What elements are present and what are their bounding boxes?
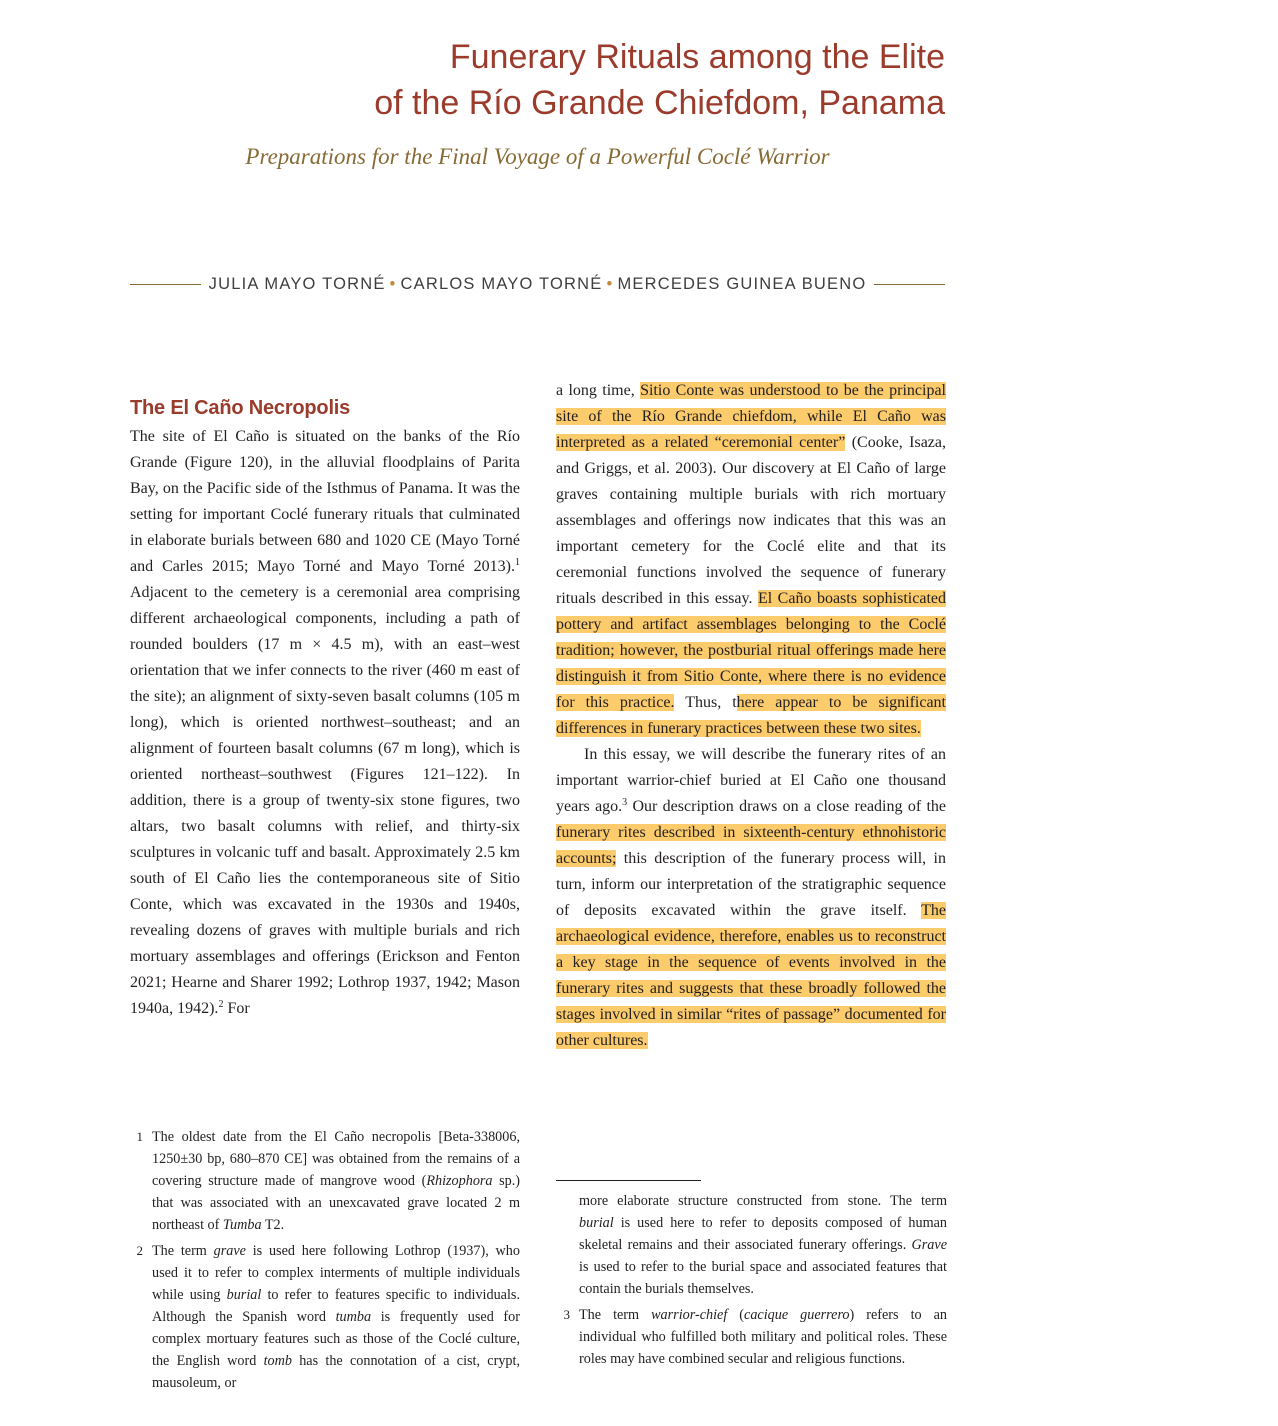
footnote-text: The oldest date from the El Caño necropolis [Beta-338006, 1250±30 bp, 680–870 CE] was obtained from the remains of a covering structure made of mangrove wood ( xyxy=(152,1129,520,1189)
body-text: (Cooke, Isaza, and Griggs, et al. 2003). Our discovery at El Caño of large graves containing multiple burials with rich mortuary assemblages and offerings now indicates that this was an important cemetery for the Coclé elite and that its ceremonial functions involved the sequence of funerary rituals described in this essay. xyxy=(556,434,946,607)
footnote-text: to refer to features specific to individuals. Although the Spanish word xyxy=(152,1287,520,1325)
footnote-number: 1 xyxy=(136,1129,143,1144)
footnotes-right xyxy=(563,1190,948,1374)
footnotes-left xyxy=(136,1126,521,1398)
footnote-1 xyxy=(136,1126,521,1236)
footnote-text: ( xyxy=(727,1307,745,1323)
footnote-text: is used here following Lothrop (1937), who used it to refer to complex interments of multiple individuals while using xyxy=(152,1243,520,1303)
footnote-text: is used to refer to the burial space and associated features that contain the burials themselves. xyxy=(579,1259,947,1297)
author-byline xyxy=(130,270,945,298)
body-text: a long time, xyxy=(556,382,641,399)
article-title xyxy=(374,34,945,126)
body-text: The site of El Caño is situated on the banks of the Río Grande (Figure 120), in the alluvial floodplains of Parita Bay, on the Pacific side of the Isthmus of Panama. It was the setting for important Coclé funerary rituals that culminated in elaborate burials between 680 and 1020 CE (Mayo Torné and Carles 2015; Mayo Torné and Mayo Torné 2013). xyxy=(130,428,520,575)
body-paragraph xyxy=(130,424,520,1022)
title-line-2: of the Río Grande Chiefdom, Panama xyxy=(374,84,945,122)
footnote-text: has the connotation of a cist, crypt, mausoleum, or xyxy=(152,1353,520,1391)
body-text: Thus, t xyxy=(674,694,737,711)
author-3: MERCEDES GUINEA BUENO xyxy=(617,274,867,293)
author-2: CARLOS MAYO TORNÉ xyxy=(400,274,603,293)
footnote-italic: cacique guerrero xyxy=(744,1307,850,1323)
highlighted-text[interactable]: funerary rites described in sixteenth-century ethnohistoric accounts; xyxy=(556,824,946,867)
footnote-text: more elaborate structure constructed from stone. The term xyxy=(579,1193,947,1209)
body-paragraph xyxy=(556,378,946,742)
footnote-text: sp.) that was associated with an unexcavated grave located 2 m northeast of xyxy=(152,1173,521,1233)
body-text: For xyxy=(223,1000,250,1017)
body-text: this description of the funerary process will, in turn, inform our interpretation of the stratigraphic sequence of deposits excavated within the grave itself. xyxy=(556,850,946,919)
body-text: In this essay, we will describe the funerary rites of an important warrior-chief buried at El Caño one thousand years ago. xyxy=(556,746,946,815)
section-heading: The El Caño Necropolis xyxy=(130,397,351,419)
author-separator: • xyxy=(606,274,614,293)
author-1: JULIA MAYO TORNÉ xyxy=(208,274,386,293)
footnote-text: The term xyxy=(152,1243,214,1259)
footnote-italic: Grave xyxy=(911,1237,947,1253)
footnote-3 xyxy=(563,1304,948,1370)
footnote-italic: burial xyxy=(226,1287,262,1303)
footnote-divider xyxy=(556,1180,701,1181)
title-line-1: Funerary Rituals among the Elite xyxy=(449,38,945,76)
footnote-italic: Rhizophora xyxy=(426,1173,493,1189)
body-column-left xyxy=(130,392,520,1022)
footnote-number: 2 xyxy=(136,1243,143,1258)
footnote-text: ) refers to an individual who fulfilled both military and political roles. These roles may have combined secular and religious functions. xyxy=(579,1307,948,1367)
footnote-text: is frequently used for complex mortuary features such as those of the Coclé culture, the English word xyxy=(152,1309,520,1369)
footnote-italic: burial xyxy=(579,1215,614,1231)
body-column-right xyxy=(556,378,946,1054)
footnote-italic: warrior-chief xyxy=(651,1307,728,1323)
article-subtitle: Preparations for the Final Voyage of a Powerful Coclé Warrior xyxy=(245,144,830,169)
footnote-italic: tumba xyxy=(335,1309,372,1325)
footnote-italic: Tumba xyxy=(222,1217,262,1233)
footnote-ref[interactable]: 3 xyxy=(622,797,628,808)
footnote-2 xyxy=(136,1240,520,1394)
highlighted-text[interactable]: Sitio Conte was understood to be the principal site of the Río Grande chiefdom, while El Caño was interpreted as a related “ceremonial center” xyxy=(556,382,947,451)
footnote-text: T2. xyxy=(261,1217,285,1233)
footnote-ref[interactable]: 2 xyxy=(218,999,224,1010)
body-paragraph xyxy=(556,742,946,1054)
author-separator: • xyxy=(389,274,397,293)
body-text: Adjacent to the cemetery is a ceremonial area comprising different archaeological components, including a path of rounded boulders (17 m × 4.5 m), with an east–west orientation that we infer connects to the river (460 m east of the site); an alignment of sixty-seven basalt columns (105 m long), which is oriented northwest–southeast; and an alignment of fourteen basalt columns (67 m long), which is oriented northeast–southwest (Figures 121–122). In addition, there is a group of twenty-six stone figures, two altars, two basalt columns with relief, and thirty-six sculptures in volcanic tuff and basalt. Approximately 2.5 km south of El Caño lies the contemporaneous site of Sitio Conte, which was excavated in the 1930s and 1940s, revealing dozens of graves with multiple burials and rich mortuary assemblages and offerings (Erickson and Fenton 2021; Hearne and Sharer 1992; Lothrop 1937, 1942; Mason 1940a, 1942). xyxy=(130,584,520,1017)
footnote-italic: tomb xyxy=(263,1353,292,1369)
footnote-text: The term xyxy=(579,1307,652,1323)
footnote-text: is used here to refer to deposits composed of human skeletal remains and their associated funerary offerings. xyxy=(579,1215,947,1253)
highlighted-text[interactable]: here appear to be significant differences in funerary practices between these two sites. xyxy=(556,694,946,737)
body-text: Our description draws on a close reading of the xyxy=(627,798,946,815)
footnote-2-continued xyxy=(579,1190,947,1300)
byline-rule-right xyxy=(874,284,945,285)
footnote-ref[interactable]: 1 xyxy=(515,557,520,568)
byline-rule-left xyxy=(130,284,201,285)
footnote-italic: grave xyxy=(213,1243,246,1259)
highlighted-text[interactable]: The archaeological evidence, therefore, enables us to reconstruct a key stage in the sequence of events involved in the funerary rites and suggests that these broadly followed the stages involved in similar “rites of passage” documented for other cultures. xyxy=(556,902,946,1049)
footnote-number: 3 xyxy=(563,1307,570,1322)
highlighted-text[interactable]: El Caño boasts sophisticated pottery and artifact assemblages belonging to the Coclé tradition; however, the postburial ritual offerings made here distinguish it from Sitio Conte, where there is no evidence for this practice. xyxy=(556,590,946,711)
author-names xyxy=(209,275,867,294)
